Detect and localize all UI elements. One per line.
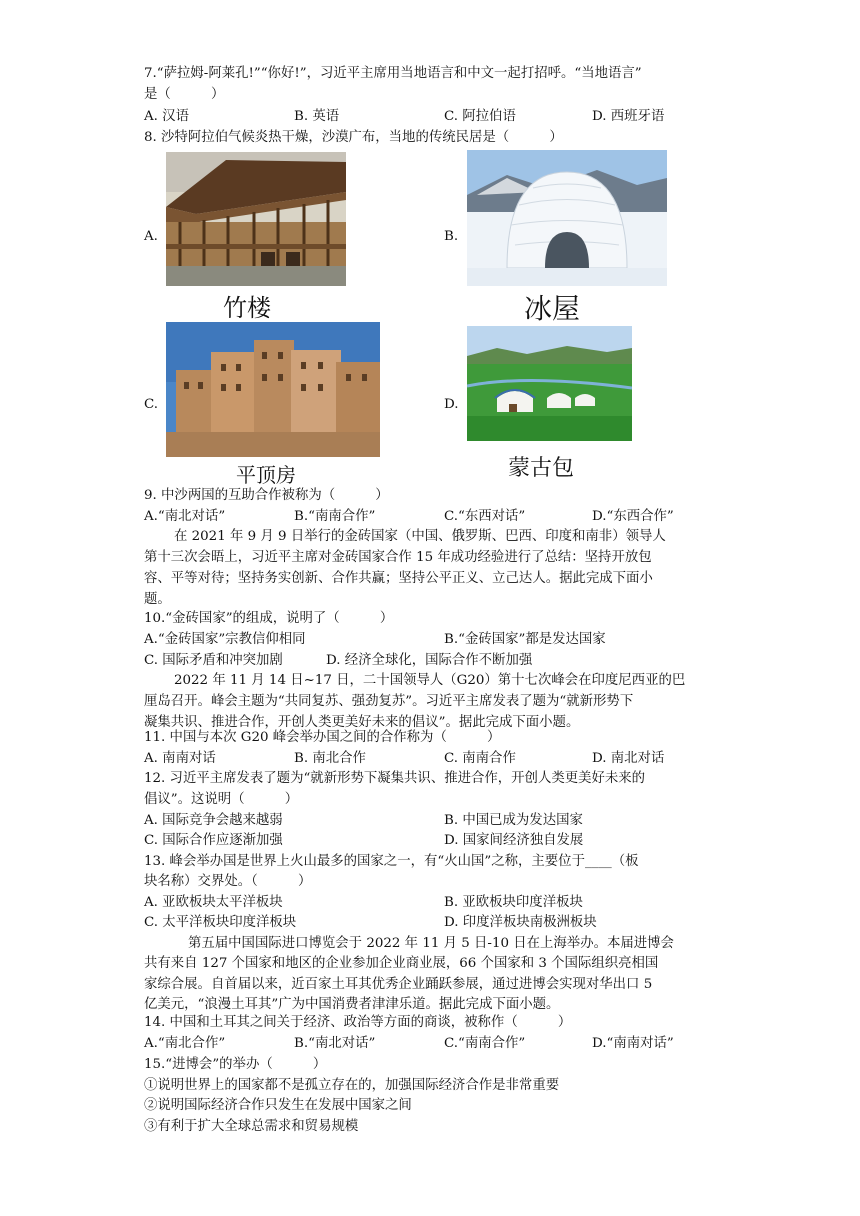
passage3-line3: 家综合展。自首届以来，近百家土耳其优秀企业踊跃参展，通过进博会实现对华出口 5 <box>144 977 653 992</box>
q14-option-b[interactable]: B.“南北对话” <box>294 1036 376 1051</box>
q8-caption-d: 蒙古包 <box>508 456 575 481</box>
q10-option-b[interactable]: B.“金砖国家”都是发达国家 <box>444 632 606 647</box>
passage2-line2: 厘岛召开。峰会主题为“共同复苏、强劲复苏”。习近平主席发表了题为“就新形势下 <box>144 694 634 709</box>
passage2-line3: 凝集共识、推进合作，开创人类更美好未来的倡议”。据此完成下面小题。 <box>144 715 580 730</box>
q13-option-b[interactable]: B. 亚欧板块印度洋板块 <box>444 895 583 910</box>
q9-option-a[interactable]: A.“南北对话” <box>144 509 226 524</box>
q13-option-d[interactable]: D. 印度洋板块南极洲板块 <box>444 915 597 930</box>
q8-option-c-letter[interactable]: C. <box>144 397 159 412</box>
q14-option-c[interactable]: C.“南南合作” <box>444 1036 526 1051</box>
q13-stem-line1: 13. 峰会举办国是世界上火山最多的国家之一，有“火山国”之称，主要位于____（板 <box>144 854 639 869</box>
q12-stem-line1: 12. 习近平主席发表了题为“就新形势下凝集共识、推进合作，开创人类更美好未来的 <box>144 771 646 786</box>
q11-option-c[interactable]: C. 南南合作 <box>444 751 516 766</box>
bamboo-house-photo[interactable] <box>166 152 346 286</box>
q13-stem-line2: 块名称）交界处。（ ） <box>144 874 312 889</box>
q13-option-c[interactable]: C. 太平洋板块印度洋板块 <box>144 915 297 930</box>
q8-stem: 8. 沙特阿拉伯气候炎热干燥，沙漠广布，当地的传统民居是（ ） <box>144 130 563 145</box>
q7-option-b[interactable]: B. 英语 <box>294 109 340 124</box>
passage1-line4: 题。 <box>144 592 171 607</box>
passage1-line1: 在 2021 年 9 月 9 日举行的金砖国家（中国、俄罗斯、巴西、印度和南非）领导人 <box>174 529 666 544</box>
q15-stem: 15.“进博会”的举办（ ） <box>144 1057 327 1072</box>
q8-caption-b: 冰屋 <box>524 292 581 325</box>
q8-caption-a: 竹楼 <box>223 294 271 322</box>
q11-stem: 11. 中国与本次 G20 峰会举办国之间的合作称为（ ） <box>144 730 501 745</box>
q10-option-c[interactable]: C. 国际矛盾和冲突加剧 <box>144 653 283 668</box>
q14-option-d[interactable]: D.“南南对话” <box>592 1036 674 1051</box>
q11-option-d[interactable]: D. 南北对话 <box>592 751 665 766</box>
passage3-line4: 亿美元，“浪漫土耳其”广为中国消费者津津乐道。据此完成下面小题。 <box>144 997 560 1012</box>
q12-option-c[interactable]: C. 国际合作应逐渐加强 <box>144 833 283 848</box>
igloo-photo[interactable] <box>467 150 667 286</box>
q15-item-2: ②说明国际经济合作只发生在发展中国家之间 <box>144 1098 412 1113</box>
passage2-line1: 2022 年 11 月 14 日~17 日，二十国领导人（G20）第十七次峰会在印度尼西亚的巴 <box>174 673 686 688</box>
q8-option-b-letter[interactable]: B. <box>444 229 459 244</box>
q9-option-d[interactable]: D.“东西合作” <box>592 509 674 524</box>
q7-stem-line1: 7.“萨拉姆-阿莱孔!”“你好!”，习近平主席用当地语言和中文一起打招呼。“当地语言” <box>144 66 642 81</box>
q11-option-b[interactable]: B. 南北合作 <box>294 751 366 766</box>
q15-item-3: ③有利于扩大全球总需求和贸易规模 <box>144 1119 359 1134</box>
q7-option-a[interactable]: A. 汉语 <box>144 109 189 124</box>
flat-roof-house-photo[interactable] <box>166 322 380 457</box>
q8-option-d-letter[interactable]: D. <box>444 397 459 412</box>
q12-stem-line2: 倡议”。这说明（ ） <box>144 792 299 807</box>
passage3-line1: 第五届中国国际进口博览会于 2022 年 11 月 5 日-10 日在上海举办。本届进博会 <box>188 936 674 951</box>
q9-option-c[interactable]: C.“东西对话” <box>444 509 526 524</box>
q14-stem: 14. 中国和土耳其之间关于经济、政治等方面的商谈，被称作（ ） <box>144 1015 572 1030</box>
q13-option-a[interactable]: A. 亚欧板块太平洋板块 <box>144 895 283 910</box>
q7-stem-line2: 是（ ） <box>144 87 225 102</box>
q7-option-d[interactable]: D. 西班牙语 <box>592 109 665 124</box>
q15-item-1: ①说明世界上的国家都不是孤立存在的，加强国际经济合作是非常重要 <box>144 1078 560 1093</box>
yurt-photo[interactable] <box>467 326 632 441</box>
passage1-line3: 容、平等对待；坚持务实创新、合作共赢；坚持公平正义、立己达人。据此完成下面小 <box>144 571 653 586</box>
q7-option-c[interactable]: C. 阿拉伯语 <box>444 109 516 124</box>
q8-caption-c: 平顶房 <box>236 463 296 487</box>
q9-stem: 9. 中沙两国的互助合作被称为（ ） <box>144 488 389 503</box>
q9-option-b[interactable]: B.“南南合作” <box>294 509 376 524</box>
q10-stem: 10.“金砖国家”的组成，说明了（ ） <box>144 611 394 626</box>
passage1-line2: 第十三次会晤上，习近平主席对金砖国家合作 15 年成功经验进行了总结：坚持开放包 <box>144 550 652 565</box>
q10-option-d[interactable]: D. 经济全球化，国际合作不断加强 <box>326 653 533 668</box>
q12-option-a[interactable]: A. 国际竞争会越来越弱 <box>144 813 283 828</box>
q10-option-a[interactable]: A.“金砖国家”宗教信仰相同 <box>144 632 306 647</box>
q14-option-a[interactable]: A.“南北合作” <box>144 1036 226 1051</box>
passage3-line2: 共有来自 127 个国家和地区的企业参加企业商业展，66 个国家和 3 个国际组织亮相国 <box>144 956 659 971</box>
q11-option-a[interactable]: A. 南南对话 <box>144 751 216 766</box>
q12-option-d[interactable]: D. 国家间经济独自发展 <box>444 833 584 848</box>
q8-option-a-letter[interactable]: A. <box>144 229 158 244</box>
q12-option-b[interactable]: B. 中国已成为发达国家 <box>444 813 583 828</box>
